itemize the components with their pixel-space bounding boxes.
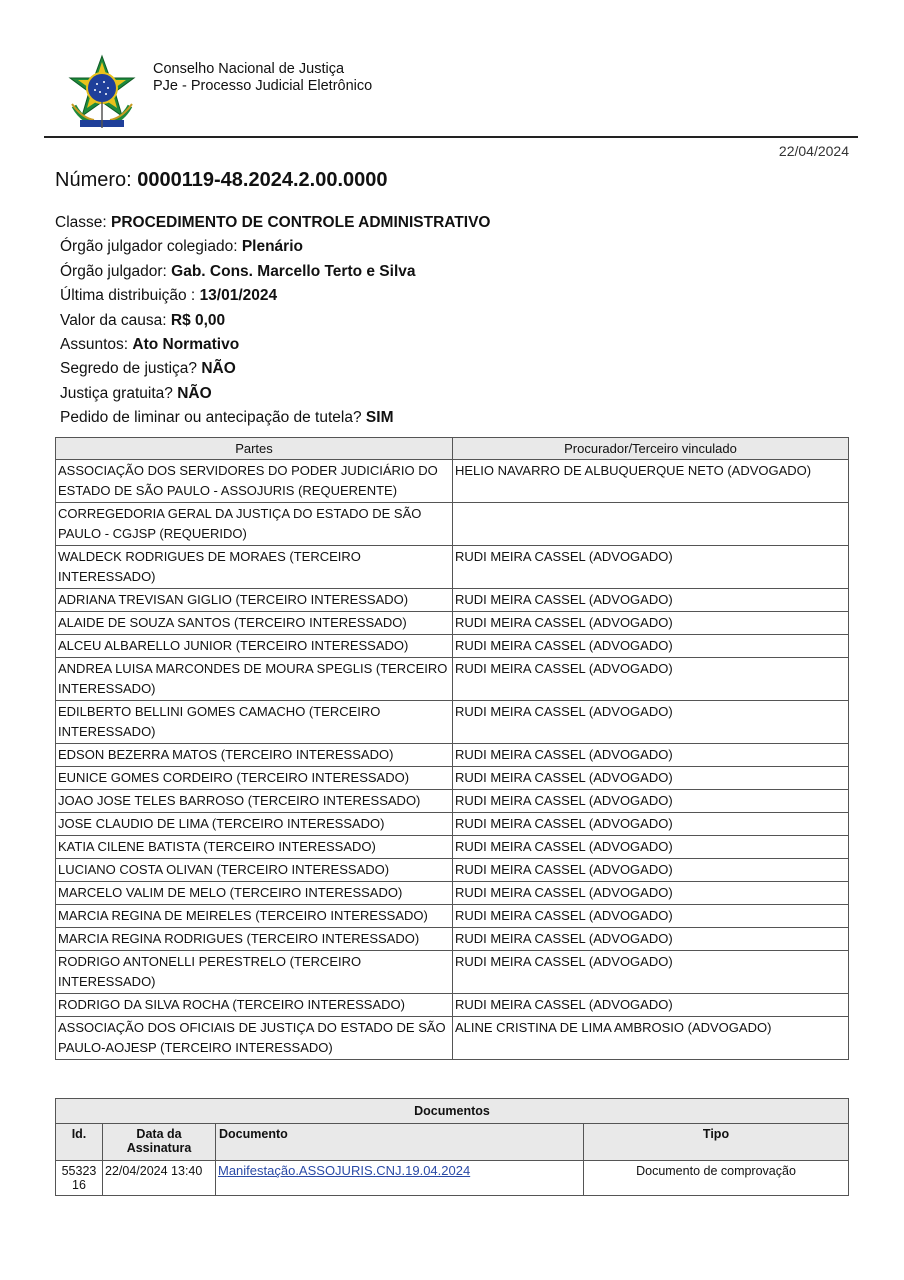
party-row [56,859,849,882]
document-row [56,1161,849,1196]
party-attorney: ALINE CRISTINA DE LIMA AMBROSIO (ADVOGADO) [453,1017,849,1060]
party-attorney: RUDI MEIRA CASSEL (ADVOGADO) [453,701,849,744]
party-name: RODRIGO ANTONELLI PERESTRELO (TERCEIRO INTERESSADO) [56,951,453,994]
party-row [56,635,849,658]
party-row [56,905,849,928]
party-row [56,994,849,1017]
doc-type-header: Tipo [584,1124,849,1161]
field-justica-gratuita: Justiça gratuita? NÃO [60,384,212,402]
party-row [56,767,849,790]
doc-date: 22/04/2024 13:40 [103,1161,216,1196]
party-attorney: RUDI MEIRA CASSEL (ADVOGADO) [453,836,849,859]
doc-name-header: Documento [216,1124,584,1161]
party-attorney: RUDI MEIRA CASSEL (ADVOGADO) [453,546,849,589]
party-row [56,612,849,635]
party-row [56,813,849,836]
process-number [55,169,388,192]
documents-caption: Documentos [56,1099,849,1124]
org-header [153,61,372,95]
doc-type: Documento de comprovação [584,1161,849,1196]
party-row [56,836,849,859]
field-valor-causa: Valor da causa: R$ 0,00 [60,311,226,329]
attorney-header: Procurador/Terceiro vinculado [453,438,849,460]
party-row [56,1017,849,1060]
doc-date-header: Data da Assinatura [103,1124,216,1161]
documents-table [55,1098,849,1196]
process-number-value: 0000119-48.2024.2.00.0000 [137,169,388,191]
process-number-label: Número: [55,169,132,191]
party-attorney: RUDI MEIRA CASSEL (ADVOGADO) [453,994,849,1017]
doc-name-cell [216,1161,584,1196]
org-name: Conselho Nacional de Justiça [153,61,345,77]
parties-header: Partes [56,438,453,460]
header-divider [44,136,858,138]
process-details [55,211,855,431]
field-ultima-distribuicao: Última distribuição : 13/01/2024 [60,287,278,305]
party-name: ALAIDE DE SOUZA SANTOS (TERCEIRO INTERESSADO) [56,612,453,635]
party-row [56,589,849,612]
party-name: EDSON BEZERRA MATOS (TERCEIRO INTERESSADO) [56,744,453,767]
doc-id: 55323 16 [56,1161,103,1196]
party-name: MARCIA REGINA RODRIGUES (TERCEIRO INTERESSADO) [56,928,453,951]
party-attorney: RUDI MEIRA CASSEL (ADVOGADO) [453,813,849,836]
parties-table [55,437,849,1060]
party-name: JOAO JOSE TELES BARROSO (TERCEIRO INTERESSADO) [56,790,453,813]
party-row [56,744,849,767]
party-name: ASSOCIAÇÃO DOS OFICIAIS DE JUSTIÇA DO ESTADO DE SÃO PAULO-AOJESP (TERCEIRO INTERESSADO) [56,1017,453,1060]
party-name: RODRIGO DA SILVA ROCHA (TERCEIRO INTERESSADO) [56,994,453,1017]
document-date: 22/04/2024 [778,143,849,159]
party-row [56,951,849,994]
party-name: LUCIANO COSTA OLIVAN (TERCEIRO INTERESSADO) [56,859,453,882]
party-name: JOSE CLAUDIO DE LIMA (TERCEIRO INTERESSADO) [56,813,453,836]
party-attorney: RUDI MEIRA CASSEL (ADVOGADO) [453,744,849,767]
party-attorney: RUDI MEIRA CASSEL (ADVOGADO) [453,928,849,951]
party-name: ANDREA LUISA MARCONDES DE MOURA SPEGLIS (TERCEIRO INTERESSADO) [56,658,453,701]
party-attorney: RUDI MEIRA CASSEL (ADVOGADO) [453,790,849,813]
party-name: ASSOCIAÇÃO DOS SERVIDORES DO PODER JUDICIÁRIO DO ESTADO DE SÃO PAULO - ASSOJURIS (REQUERENTE) [56,460,453,503]
party-row [56,658,849,701]
party-name: MARCIA REGINA DE MEIRELES (TERCEIRO INTERESSADO) [56,905,453,928]
party-attorney [453,503,849,546]
party-row [56,546,849,589]
party-row [56,882,849,905]
doc-id-header: Id. [56,1124,103,1161]
field-segredo-justica: Segredo de justiça? NÃO [60,360,236,378]
party-row [56,701,849,744]
party-name: EDILBERTO BELLINI GOMES CAMACHO (TERCEIRO INTERESSADO) [56,701,453,744]
party-name: CORREGEDORIA GERAL DA JUSTIÇA DO ESTADO DE SÃO PAULO - CGJSP (REQUERIDO) [56,503,453,546]
party-attorney: RUDI MEIRA CASSEL (ADVOGADO) [453,658,849,701]
field-pedido-liminar: Pedido de liminar ou antecipação de tutela? SIM [60,409,394,427]
brazil-coat-of-arms-icon [64,54,140,132]
system-name: PJe - Processo Judicial Eletrônico [153,78,373,94]
party-attorney: HELIO NAVARRO DE ALBUQUERQUE NETO (ADVOGADO) [453,460,849,503]
party-attorney: RUDI MEIRA CASSEL (ADVOGADO) [453,612,849,635]
party-attorney: RUDI MEIRA CASSEL (ADVOGADO) [453,635,849,658]
document-link[interactable]: Manifestação.ASSOJURIS.CNJ.19.04.2024 [218,1163,471,1178]
party-row [56,503,849,546]
field-orgao-julgador: Órgão julgador: Gab. Cons. Marcello Terto e Silva [60,262,416,280]
party-name: ADRIANA TREVISAN GIGLIO (TERCEIRO INTERESSADO) [56,589,453,612]
party-name: MARCELO VALIM DE MELO (TERCEIRO INTERESSADO) [56,882,453,905]
party-name: ALCEU ALBARELLO JUNIOR (TERCEIRO INTERESSADO) [56,635,453,658]
party-attorney: RUDI MEIRA CASSEL (ADVOGADO) [453,859,849,882]
party-attorney: RUDI MEIRA CASSEL (ADVOGADO) [453,767,849,790]
party-attorney: RUDI MEIRA CASSEL (ADVOGADO) [453,951,849,994]
party-row [56,928,849,951]
party-name: KATIA CILENE BATISTA (TERCEIRO INTERESSADO) [56,836,453,859]
field-assuntos: Assuntos: Ato Normativo [60,335,240,353]
party-name: WALDECK RODRIGUES DE MORAES (TERCEIRO INTERESSADO) [56,546,453,589]
field-orgao-colegiado: Órgão julgador colegiado: Plenário [60,238,303,256]
party-attorney: RUDI MEIRA CASSEL (ADVOGADO) [453,905,849,928]
party-row [56,790,849,813]
party-row [56,460,849,503]
party-attorney: RUDI MEIRA CASSEL (ADVOGADO) [453,589,849,612]
party-name: EUNICE GOMES CORDEIRO (TERCEIRO INTERESSADO) [56,767,453,790]
field-classe: Classe: PROCEDIMENTO DE CONTROLE ADMINISTRATIVO [55,214,491,231]
party-attorney: RUDI MEIRA CASSEL (ADVOGADO) [453,882,849,905]
